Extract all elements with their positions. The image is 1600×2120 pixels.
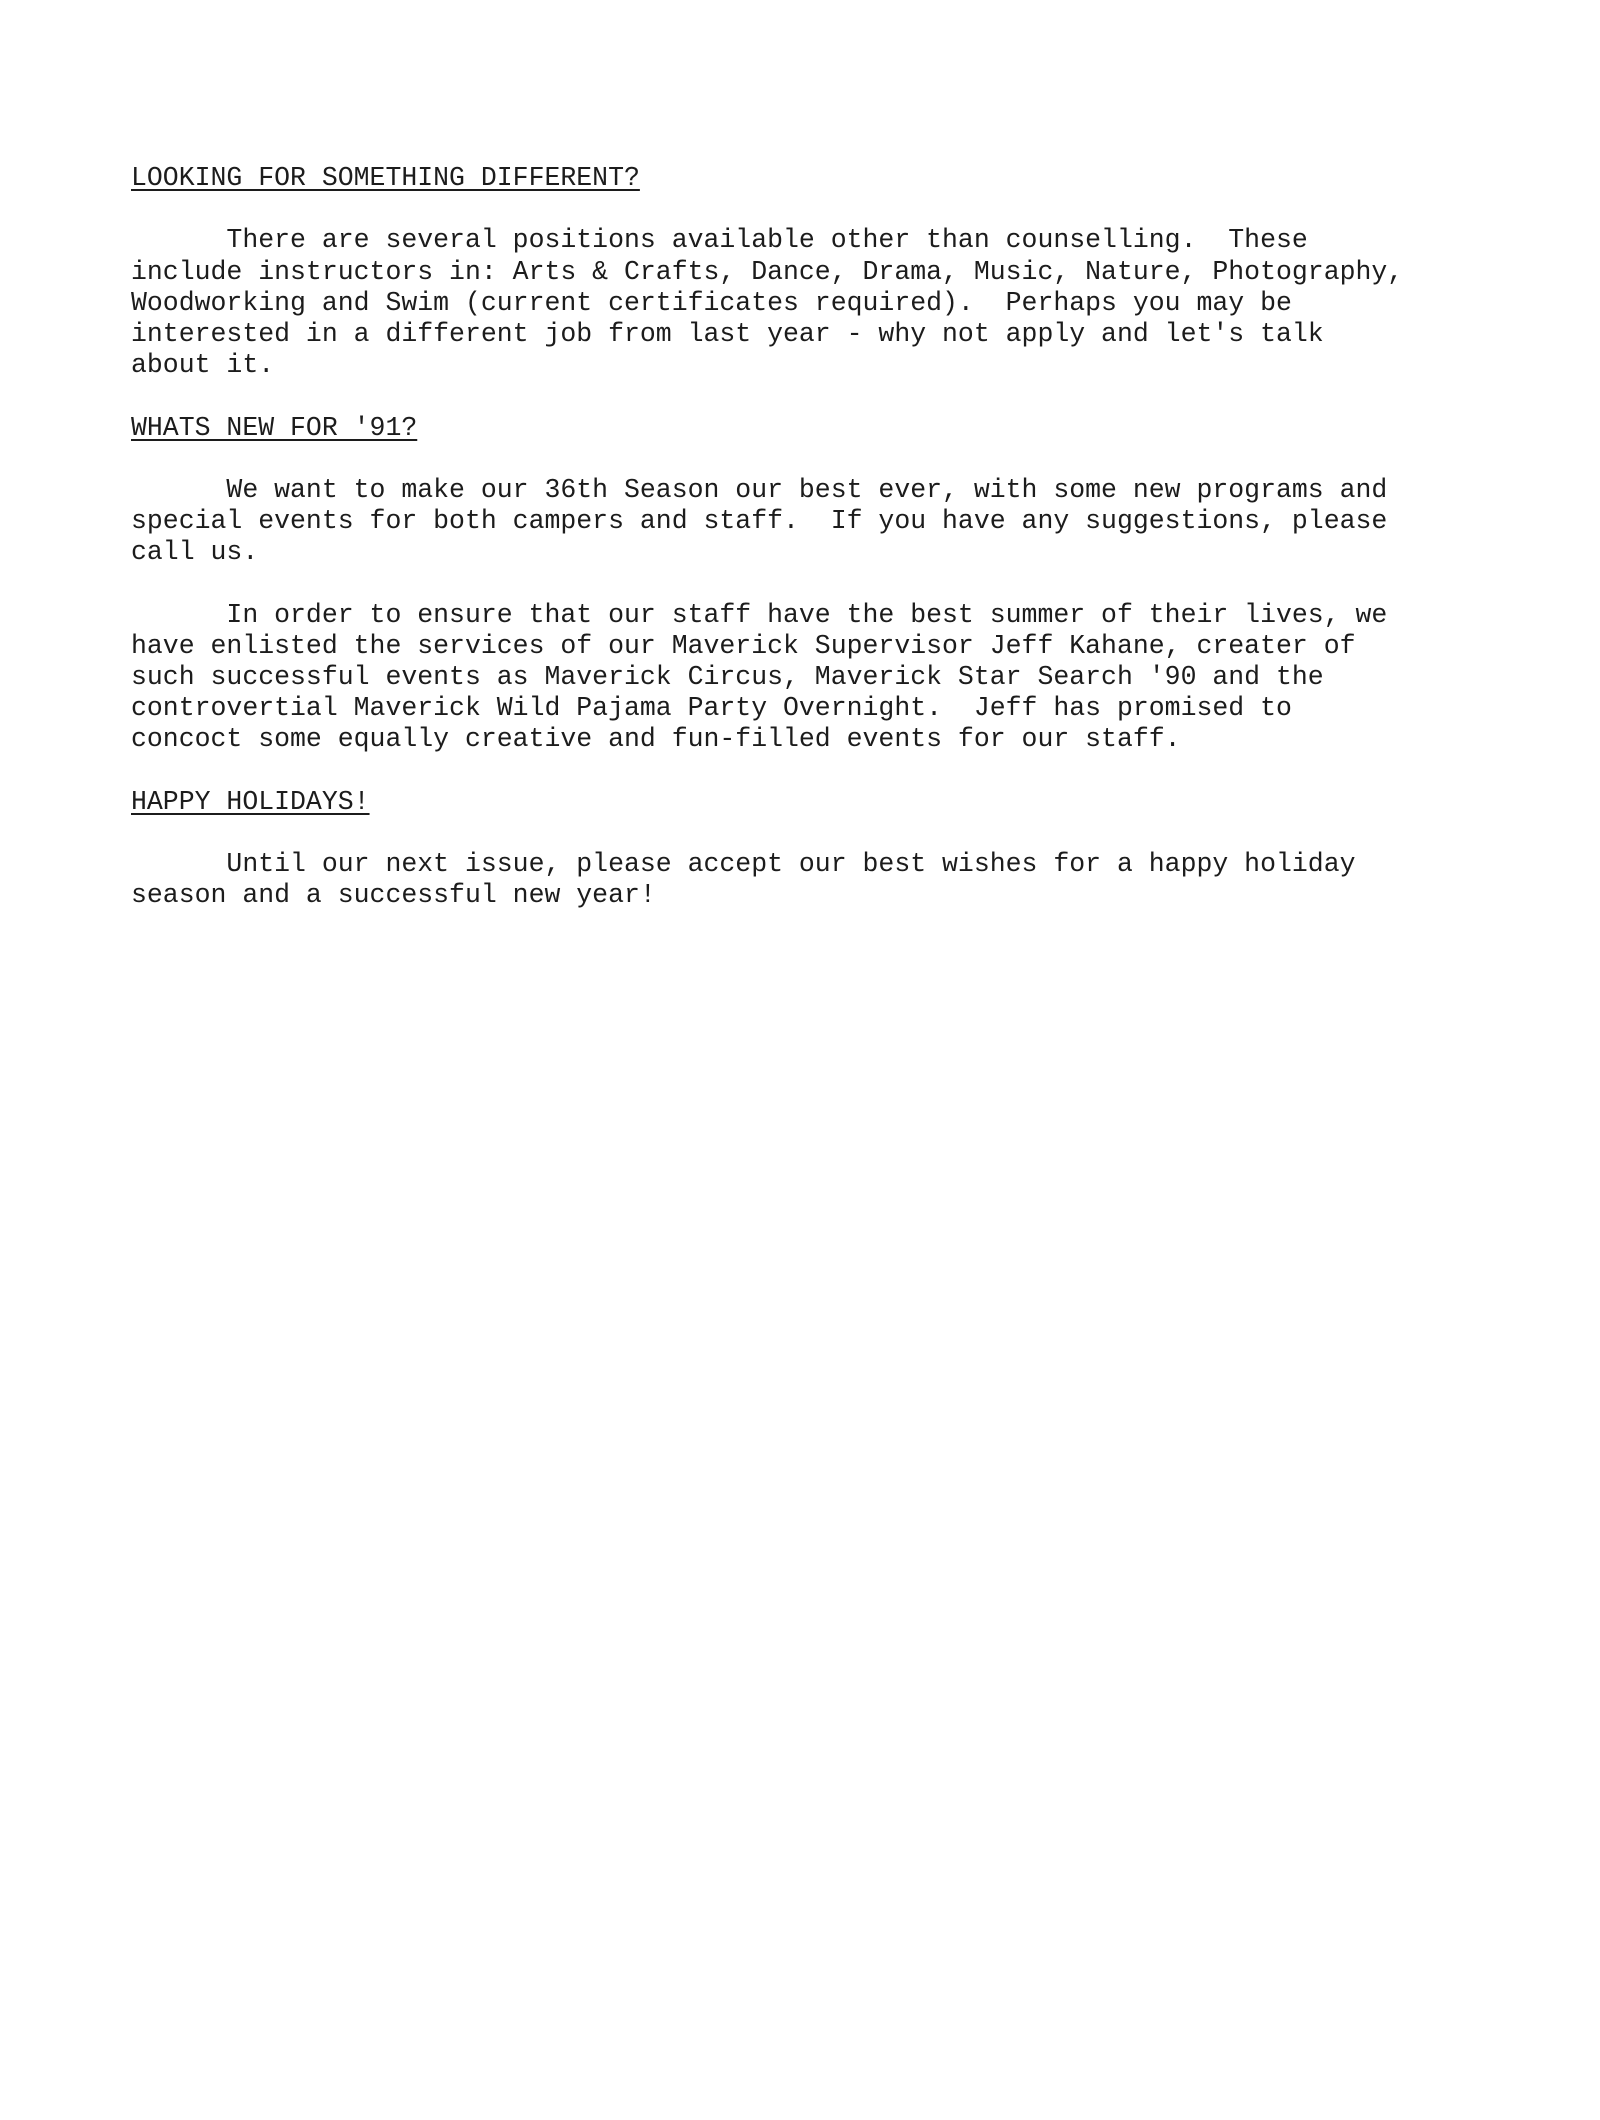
section-heading: WHATS NEW FOR '91? [131, 412, 418, 443]
paragraph-line: special events for both campers and staff. If you have any suggestions, please [131, 506, 1388, 537]
paragraph-line: Until our next issue, please accept our best wishes for a happy holiday [131, 849, 1356, 880]
paragraph [131, 475, 1471, 569]
paragraph-line: call us. [131, 537, 259, 568]
spacer [131, 381, 1471, 412]
paragraph-line: such successful events as Maverick Circus, Maverick Star Search '90 and the [131, 662, 1324, 692]
paragraph [131, 600, 1471, 756]
spacer [131, 444, 1471, 475]
spacer [131, 818, 1471, 849]
paragraph-line: Woodworking and Swim (current certificates required). Perhaps you may be [131, 287, 1292, 318]
section-heading: HAPPY HOLIDAYS! [131, 786, 370, 817]
paragraph-line: have enlisted the services of our Maverick Supervisor Jeff Kahane, creater of [131, 630, 1356, 661]
paragraph [131, 225, 1471, 381]
paragraph-line: interested in a different job from last year - why not apply and let's talk [131, 318, 1324, 349]
section-whats-new [131, 413, 1471, 787]
paragraph [131, 849, 1471, 911]
section-looking-for-something-different [131, 163, 1471, 413]
paragraph-line: concoct some equally creative and fun-filled events for our staff. [131, 724, 1181, 755]
paragraph-line: about it. [131, 350, 275, 381]
spacer [131, 756, 1471, 787]
section-heading: LOOKING FOR SOMETHING DIFFERENT? [131, 163, 640, 193]
paragraph-line: season and a successful new year! [131, 880, 656, 911]
spacer [131, 568, 1471, 599]
paragraph-line: include instructors in: Arts & Crafts, Dance, Drama, Music, Nature, Photography, [131, 256, 1404, 287]
paragraph-line: There are several positions available other than counselling. These [131, 225, 1308, 256]
section-happy-holidays [131, 787, 1471, 912]
paragraph-line: In order to ensure that our staff have the best summer of their lives, we [131, 599, 1388, 630]
paragraph-line: controvertial Maverick Wild Pajama Party Overnight. Jeff has promised to [131, 693, 1292, 724]
document-body [131, 163, 1471, 912]
paragraph-line: We want to make our 36th Season our best ever, with some new programs and [131, 474, 1388, 505]
spacer [131, 194, 1471, 225]
